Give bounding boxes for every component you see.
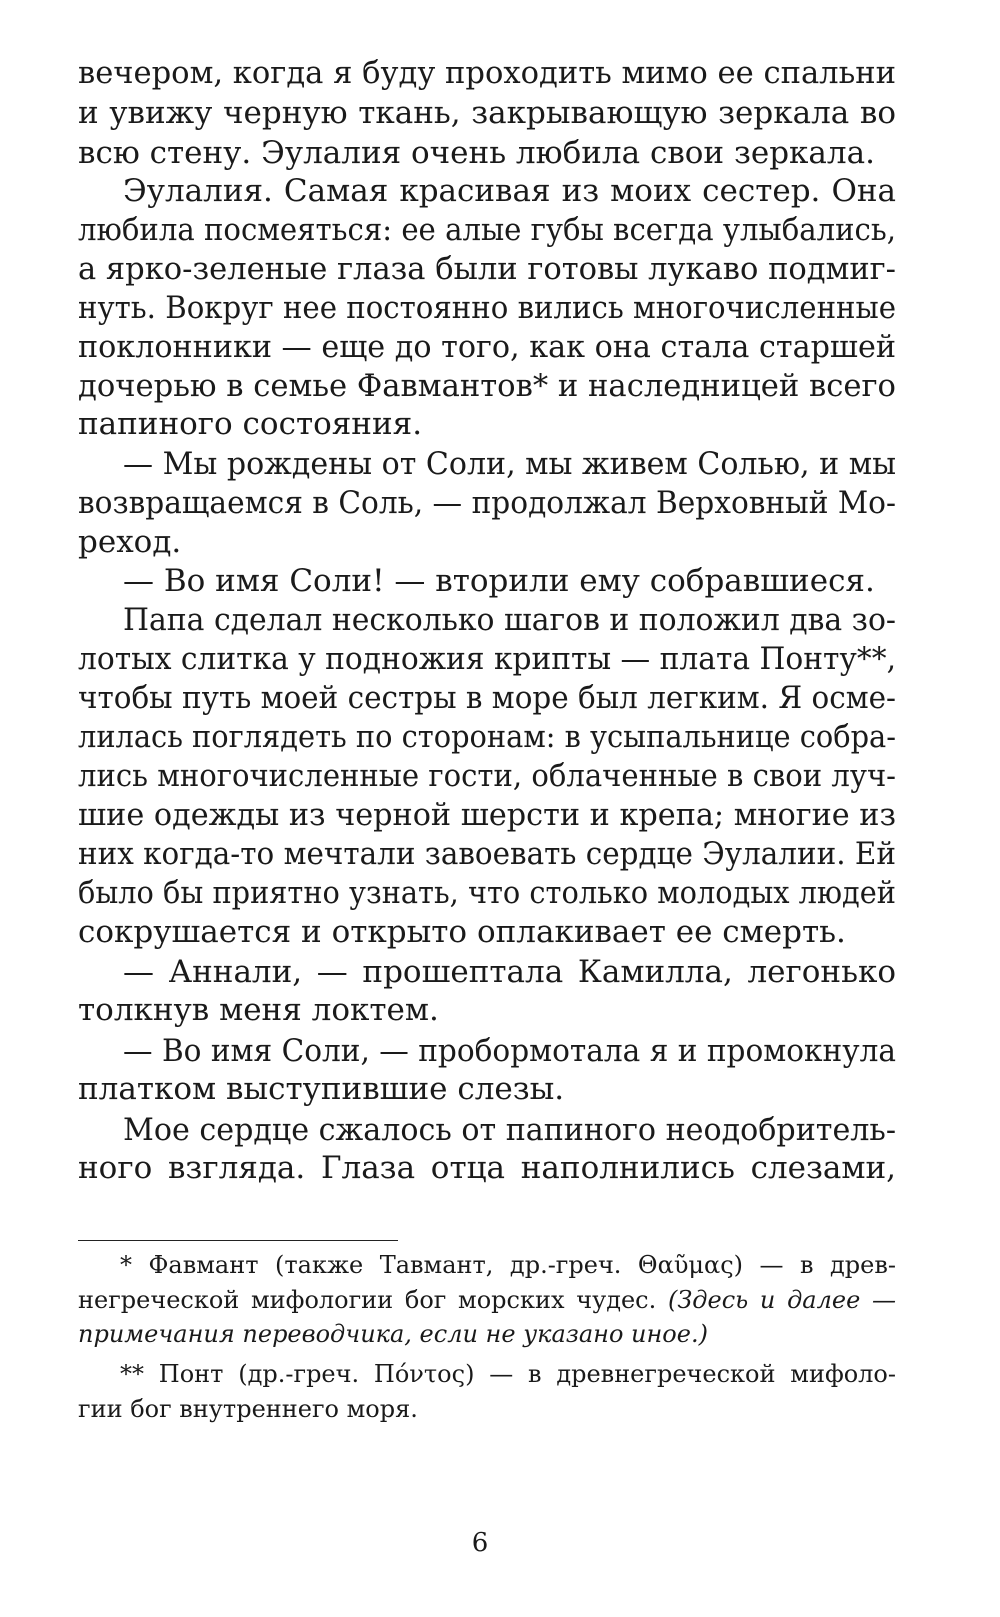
text-line: ного взгляда. Глаза отца наполнились слезами, — [78, 1150, 896, 1186]
text-line: и увижу черную ткань, закрывающую зеркала во — [78, 95, 896, 131]
text-line: возвращаемся в Соль, — продолжал Верховный Мо- — [78, 485, 896, 521]
text-line: лись многочисленные гости, облаченные в свои луч- — [78, 758, 896, 794]
text-line: — Во имя Соли! — вторили ему собравшиеся. — [123, 563, 875, 599]
text-line: — Мы рождены от Соли, мы живем Солью, и мы — [123, 446, 896, 482]
text-line: реход. — [78, 524, 182, 560]
text-line: лотых слитка у подножия крипты — плата Понту**, — [78, 641, 896, 677]
text-line: всю стену. Эулалия очень любила свои зеркала. — [78, 135, 875, 171]
text-line: вечером, когда я буду проходить мимо ее спальни — [78, 55, 896, 91]
text-line: лилась поглядеть по сторонам: в усыпальнице собра- — [78, 719, 896, 755]
footnote-line: гии бог внутреннего моря. — [78, 1395, 418, 1423]
footnote-divider — [78, 1240, 398, 1241]
text-line: платком выступившие слезы. — [78, 1071, 565, 1107]
text-line: а ярко-зеленые глаза были готовы лукаво подмиг- — [78, 251, 896, 287]
text-line: Эулалия. Самая красивая из моих сестер. Она — [123, 173, 896, 209]
text-line: чтобы путь моей сестры в море был легким. Я осме- — [78, 680, 896, 716]
text-line: поклонники — еще до того, как она стала старшей — [78, 329, 896, 365]
text-line: любила посмеяться: ее алые губы всегда улыбались, — [78, 212, 896, 248]
text-line: — Во имя Соли, — пробормотала я и промокнула — [123, 1033, 896, 1069]
footnote-line: * Фавмант (также Тавмант, др.-греч. Θαῦμας) — в древ- — [120, 1251, 896, 1279]
text-line: было бы приятно узнать, что столько молодых людей — [78, 875, 896, 911]
text-line: Папа сделал несколько шагов и положил два зо- — [123, 602, 896, 638]
text-line: дочерью в семье Фавмантов* и наследницей всего — [78, 368, 896, 404]
text-line: сокрушается и открыто оплакивает ее смерть. — [78, 914, 846, 950]
text-line: нуть. Вокруг нее постоянно вились многочисленные — [78, 290, 896, 326]
footnote-line: ** Понт (др.-греч. Πόντος) — в древнегреческой мифоло- — [120, 1360, 896, 1388]
text-line: Мое сердце сжалось от папиного неодобритель- — [123, 1112, 896, 1148]
text-line: папиного состояния. — [78, 406, 423, 442]
page-number: 6 — [471, 1528, 489, 1558]
text-line: шие одежды из черной шерсти и крепа; многие из — [78, 797, 896, 833]
footnote-line: примечания переводчика, если не указано иное.) — [78, 1320, 708, 1348]
footnote-line: негреческой мифологии бог морских чудес. (Здесь и далее — — [78, 1286, 896, 1314]
text-line: толкнув меня локтем. — [78, 992, 439, 1028]
text-line: них когда-то мечтали завоевать сердце Эулалии. Ей — [78, 836, 896, 872]
text-line: — Аннали, — прошептала Камилла, легонько — [123, 954, 896, 990]
